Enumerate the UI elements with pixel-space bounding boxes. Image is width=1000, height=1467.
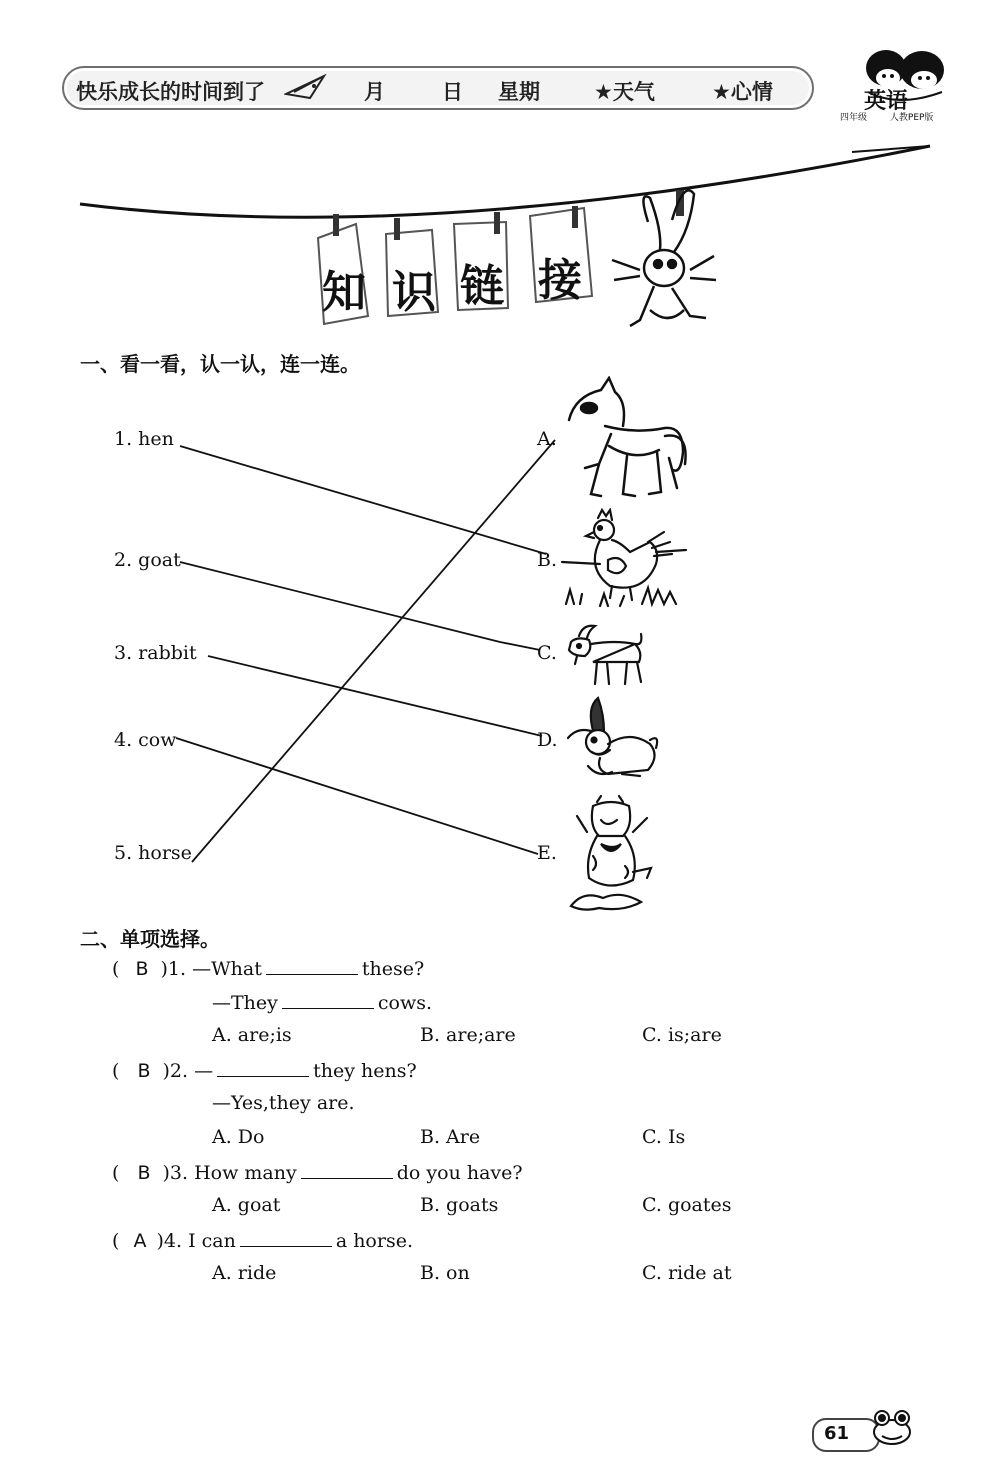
rabbit-icon	[564, 694, 660, 784]
weather-label: ★天气	[594, 80, 655, 104]
option-3a[interactable]: A. goat	[212, 1194, 281, 1216]
goat-icon	[563, 622, 647, 688]
frog-icon	[868, 1404, 916, 1448]
question-1: ( B )1. —What these?	[112, 958, 425, 980]
match-line-rabbit-d	[208, 656, 542, 736]
picture-letter-d: D.	[537, 729, 558, 751]
answer-blank[interactable]	[301, 1160, 393, 1179]
picture-letter-e: E.	[537, 842, 557, 864]
horse-icon	[565, 376, 693, 502]
answer-blank[interactable]	[240, 1228, 332, 1247]
mood-label: ★心情	[712, 80, 773, 104]
page-number: 61	[824, 1423, 850, 1444]
picture-letter-b: B.	[537, 549, 558, 571]
question-4: ( A )4. I can a horse.	[112, 1230, 413, 1252]
word-item-cow: 4. cow	[114, 729, 177, 751]
option-3b[interactable]: B. goats	[420, 1194, 499, 1216]
word-item-rabbit: 3. rabbit	[114, 642, 197, 664]
answer-blank[interactable]	[266, 956, 358, 975]
word-item-goat: 2. goat	[114, 549, 181, 571]
question-2: ( B )2. — they hens?	[112, 1060, 417, 1082]
option-2a[interactable]: A. Do	[212, 1126, 265, 1148]
match-line-goat-c	[180, 562, 540, 650]
picture-letter-a: A.	[537, 428, 557, 450]
grade-label: 四年级	[840, 113, 868, 123]
option-1c[interactable]: C. is;are	[642, 1024, 722, 1046]
option-4c[interactable]: C. ride at	[642, 1262, 732, 1284]
banner-title: 快乐成长的时间到了	[76, 80, 265, 104]
option-1a[interactable]: A. are;is	[212, 1024, 292, 1046]
q1-line1-post: these?	[361, 958, 425, 980]
answer-1: B	[135, 958, 149, 980]
question-3: ( B )3. How many do you have?	[112, 1162, 523, 1184]
word-item-hen: 1. hen	[114, 428, 174, 450]
option-2b[interactable]: B. Are	[420, 1126, 481, 1148]
subject-label: 英语	[864, 89, 909, 114]
answer-3: B	[137, 1162, 151, 1184]
hen-icon	[560, 508, 690, 612]
option-2c[interactable]: C. Is	[642, 1126, 686, 1148]
month-label: 月	[364, 80, 385, 104]
option-3c[interactable]: C. goates	[642, 1194, 732, 1216]
answer-2: B	[137, 1060, 151, 1082]
question-1-line2: —They cows.	[212, 992, 433, 1014]
day-label: 日	[442, 80, 463, 104]
section-title-char: 接	[538, 255, 582, 306]
answer-4: A	[133, 1230, 147, 1252]
option-4b[interactable]: B. on	[420, 1262, 470, 1284]
section1-heading: 一、看一看，认一认，连一连。	[80, 352, 360, 376]
section-title-char: 识	[392, 267, 436, 318]
match-line-cow-e	[176, 738, 538, 854]
weekday-label: 星期	[498, 80, 540, 104]
option-4a[interactable]: A. ride	[212, 1262, 277, 1284]
picture-letter-c: C.	[537, 642, 557, 664]
match-line-hen-b	[180, 446, 546, 554]
question-2-line2: —Yes,they are.	[212, 1092, 355, 1114]
edition-label: 人教PEP版	[889, 113, 934, 123]
word-item-horse: 5. horse	[114, 842, 192, 864]
section-title-char: 链	[460, 261, 504, 312]
section2-heading: 二、单项选择。	[80, 927, 220, 951]
q1-line1-pre: —What	[192, 958, 262, 980]
section-title-char: 知	[322, 267, 366, 318]
answer-blank[interactable]	[217, 1058, 309, 1077]
option-1b[interactable]: B. are;are	[420, 1024, 516, 1046]
answer-blank[interactable]	[282, 990, 374, 1009]
cow-icon	[563, 792, 657, 912]
